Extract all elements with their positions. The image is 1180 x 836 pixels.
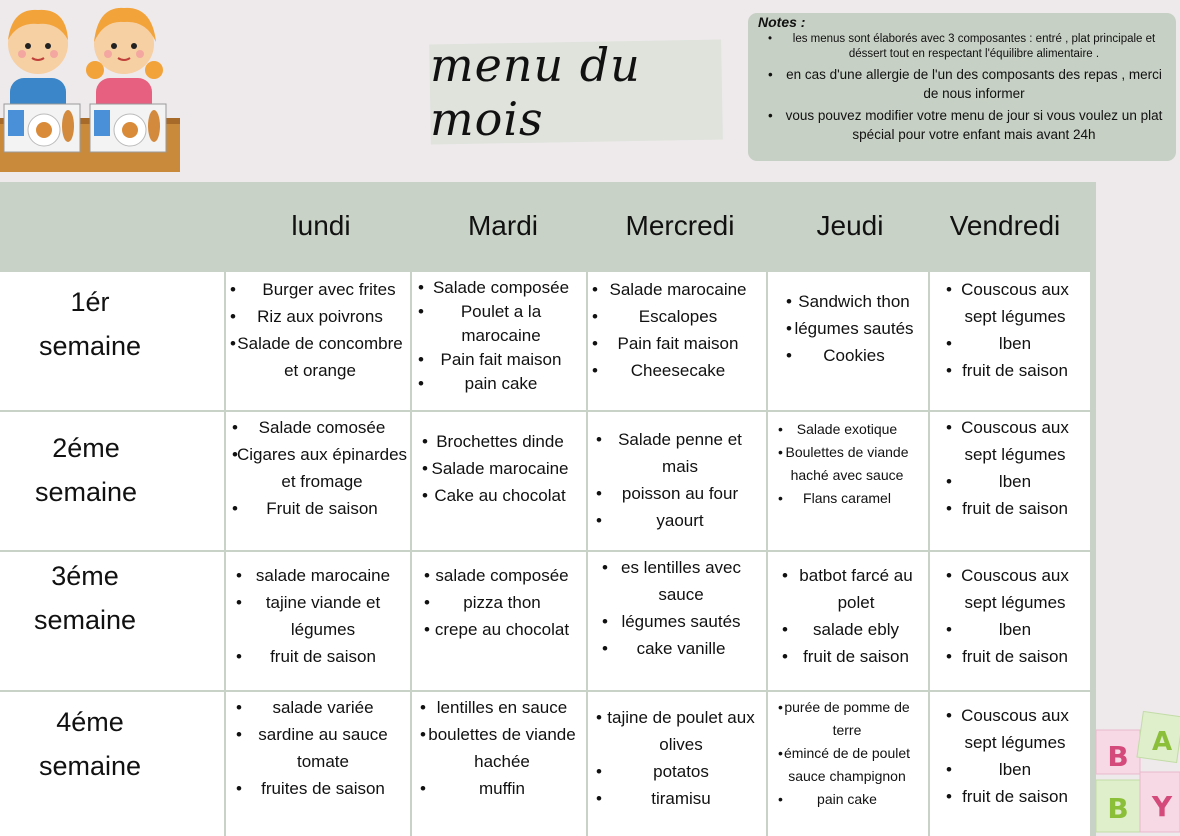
menu-item: • Cake au chocolat [426, 482, 574, 509]
menu-item: • Fruit de saison [236, 495, 408, 522]
menu-item: • poisson au four [600, 480, 760, 507]
note-item: • vous pouvez modifier votre menu de jour si vous voulez un plat spécial pour votre enfant mais avant 24h [758, 106, 1168, 144]
block-letter: B [1107, 792, 1129, 825]
day-header-mardi: Mardi [467, 210, 538, 241]
week-label-cell [0, 272, 224, 410]
week-word: semaine [34, 477, 138, 507]
notes-list [758, 32, 1168, 144]
menu-item: • Salade comosée [236, 414, 408, 441]
week-number: 3éme [51, 561, 119, 591]
menu-item: • légumes sautés [790, 315, 918, 342]
notes-box [748, 13, 1176, 161]
week-number: 4éme [56, 707, 124, 737]
menu-cell [588, 552, 766, 690]
menu-item: • tiramisu [600, 785, 762, 812]
day-header-jeudi: Jeudi [816, 210, 884, 241]
week-label-cell [0, 692, 224, 836]
menu-cell [226, 692, 410, 836]
menu-table [0, 182, 1096, 836]
menu-item: • Poulet a la marocaine [422, 300, 580, 348]
menu-cell [930, 412, 1090, 550]
menu-item: • pizza thon [428, 589, 576, 616]
block-letter: A [1151, 727, 1173, 757]
menu-cell [588, 272, 766, 410]
week-number: 1ér [70, 287, 110, 317]
baby-blocks-decoration [1090, 700, 1180, 836]
menu-item: • pain cake [422, 372, 580, 396]
menu-item: • crepe au chocolat [428, 616, 576, 643]
week-label-cell [0, 412, 224, 550]
menu-item: • lben [950, 616, 1080, 643]
menu-item: • Burger avec frites [234, 276, 406, 303]
menu-item: • sardine au sauce tomate [240, 721, 406, 775]
menu-cell [930, 692, 1090, 836]
menu-item: • lben [950, 330, 1080, 357]
menu-cell [930, 552, 1090, 690]
menu-item: • fruites de saison [240, 775, 406, 802]
menu-item: • Couscous aux sept légumes [950, 414, 1080, 468]
menu-item: • fruit de saison [950, 495, 1080, 522]
menu-item: • Salade marocaine [426, 455, 574, 482]
menu-item: • fruit de saison [950, 783, 1080, 810]
menu-item: • fruit de saison [786, 643, 926, 670]
menu-item: • tajine viande et légumes [240, 589, 406, 643]
menu-item: • Salade de concombre et orange [234, 330, 406, 384]
menu-item: • tajine de poulet aux olives [600, 704, 762, 758]
menu-item: • Sandwich thon [790, 288, 918, 315]
menu-item: • Pain fait maison [422, 348, 580, 372]
menu-cell [412, 552, 586, 690]
menu-item: • Salade exotique [772, 418, 922, 441]
menu-item: • Cheesecake [596, 357, 760, 384]
menu-item: • Boulettes de viande haché avec sauce [772, 441, 922, 487]
menu-cell [768, 552, 928, 690]
menu-item: • fruit de saison [240, 643, 406, 670]
page-title: menu du mois [430, 38, 641, 146]
menu-item: • lentilles en sauce [424, 694, 580, 721]
menu-item: • purée de pomme de terre [772, 696, 922, 742]
menu-cell [412, 412, 586, 550]
menu-cell [226, 272, 410, 410]
menu-item: • Salade composée [422, 276, 580, 300]
week-label-cell [0, 552, 224, 690]
day-header-lundi: lundi [291, 210, 351, 241]
menu-item: • Couscous aux sept légumes [950, 702, 1080, 756]
menu-item: • Riz aux poivrons [234, 303, 406, 330]
menu-item: • lben [950, 468, 1080, 495]
menu-item: • salade composée [428, 562, 576, 589]
children-eating-illustration [0, 0, 180, 172]
menu-item: • Couscous aux sept légumes [950, 562, 1080, 616]
menu-cell [412, 272, 586, 410]
menu-item: • Couscous aux sept légumes [950, 276, 1080, 330]
menu-cell [226, 412, 410, 550]
menu-cell [588, 692, 766, 836]
menu-item: • cake vanille [606, 635, 756, 662]
menu-item: • fruit de saison [950, 357, 1080, 384]
menu-item: • pain cake [772, 788, 922, 811]
menu-item: • Escalopes [596, 303, 760, 330]
menu-item: • yaourt [600, 507, 760, 534]
menu-item: • Brochettes dinde [426, 428, 574, 455]
note-item: • les menus sont élaborés avec 3 composantes : entré , plat principale et déssert tout en respectant l'équilibre alimentaire . [758, 32, 1168, 62]
week-word: semaine [38, 751, 142, 781]
menu-item: • fruit de saison [950, 643, 1080, 670]
menu-cell [588, 412, 766, 550]
menu-item: • Flans caramel [772, 487, 922, 510]
menu-item: • batbot farcé au polet [786, 562, 926, 616]
menu-item: • salade ebly [786, 616, 926, 643]
block-letter: Y [1151, 790, 1173, 823]
menu-item: • Salade marocaine [596, 276, 760, 303]
week-number: 2éme [52, 433, 120, 463]
menu-cell [930, 272, 1090, 410]
note-item: • en cas d'une allergie de l'un des composants des repas , merci de nous informer [758, 65, 1168, 103]
menu-item: • légumes sautés [606, 608, 756, 635]
menu-item: • Pain fait maison [596, 330, 760, 357]
menu-item: • émincé de de poulet sauce champignon [772, 742, 922, 788]
menu-cell [768, 692, 928, 836]
block-letter: B [1107, 740, 1129, 773]
menu-cell [768, 412, 928, 550]
menu-item: • Salade penne et mais [600, 426, 760, 480]
menu-item: • salade variée [240, 694, 406, 721]
notes-heading: Notes : [758, 14, 806, 30]
menu-cell [226, 552, 410, 690]
week-word: semaine [38, 331, 142, 361]
menu-item: • es lentilles avec sauce [606, 554, 756, 608]
menu-cell [412, 692, 586, 836]
menu-item: • Cigares aux épinardes et fromage [236, 441, 408, 495]
week-word: semaine [33, 605, 137, 635]
menu-item: • muffin [424, 775, 580, 802]
day-header-vendredi: Vendredi [949, 210, 1061, 241]
menu-cell [768, 272, 928, 410]
menu-item: • boulettes de viande hachée [424, 721, 580, 775]
menu-item: • salade marocaine [240, 562, 406, 589]
day-header-mercredi: Mercredi [625, 210, 735, 241]
menu-item: • Cookies [790, 342, 918, 369]
menu-item: • lben [950, 756, 1080, 783]
menu-item: • potatos [600, 758, 762, 785]
